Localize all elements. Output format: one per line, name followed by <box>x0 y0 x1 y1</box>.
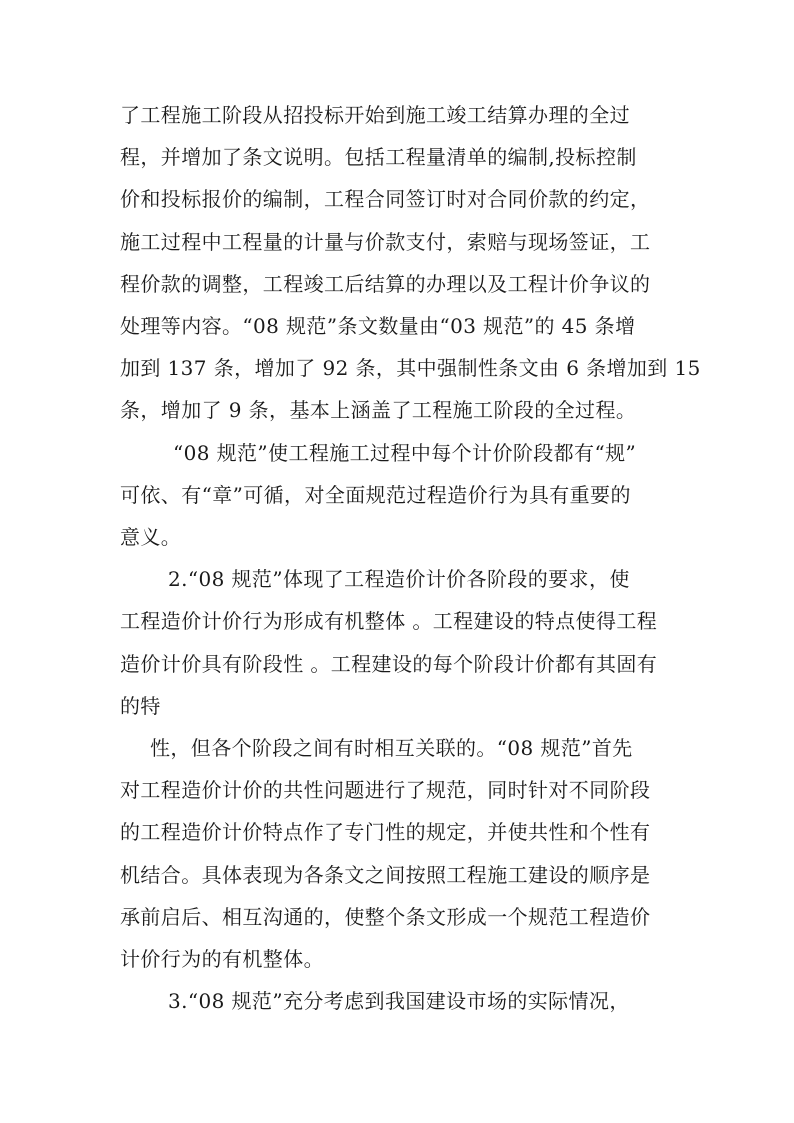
section-heading-line: 2.“08 规范”体现了工程造价计价各阶段的要求，使 <box>168 567 630 591</box>
text-line: 程，并增加了条文说明。包括工程量清单的编制,投标控制 <box>120 145 637 169</box>
text-line: 的特 <box>120 694 161 718</box>
text-line: 条，增加了 9 条，基本上涵盖了工程施工阶段的全过程。 <box>120 398 637 422</box>
text-line: 意义。 <box>120 525 182 549</box>
text-line: 承前启后、相互沟通的，使整个条文形成一个规范工程造价 <box>120 905 651 929</box>
paragraph-start-line: 性，但各个阶段之间有时相互关联的。“08 规范”首先 <box>150 736 633 760</box>
text-line: 施工过程中工程量的计量与价款支付，索赔与现场签证，工 <box>120 230 651 254</box>
text-line: 造价计价具有阶段性 。工程建设的每个阶段计价都有其固有 <box>120 652 658 676</box>
text-line: 加到 137 条，增加了 92 条，其中强制性条文由 6 条增加到 15 <box>120 356 701 380</box>
text-line: 计价行为的有机整体。 <box>120 947 324 971</box>
text-line: 对工程造价计价的共性问题进行了规范，同时针对不同阶段 <box>120 778 651 802</box>
text-line: 机结合。具体表现为各条文之间按照工程施工建设的顺序是 <box>120 863 651 887</box>
text-line: 处理等内容。“08 规范”条文数量由“03 规范”的 45 条增 <box>120 314 636 338</box>
text-line: 价和投标报价的编制，工程合同签订时对合同价款的约定， <box>120 187 651 211</box>
text-line: 的工程造价计价特点作了专门性的规定，并使共性和个性有 <box>120 820 651 844</box>
text-line: 了工程施工阶段从招投标开始到施工竣工结算办理的全过 <box>120 103 630 127</box>
paragraph-start-line: “08 规范”使工程施工过程中每个计价阶段都有“规” <box>173 441 637 465</box>
text-line: 可依、有“章”可循，对全面规范过程造价行为具有重要的 <box>120 483 631 507</box>
section-heading-line: 3.“08 规范”充分考虑到我国建设市场的实际情况， <box>168 989 630 1013</box>
text-line: 程价款的调整，工程竣工后结算的办理以及工程计价争议的 <box>120 272 651 296</box>
text-line: 工程造价计价行为形成有机整体 。工程建设的特点使得工程 <box>120 609 658 633</box>
